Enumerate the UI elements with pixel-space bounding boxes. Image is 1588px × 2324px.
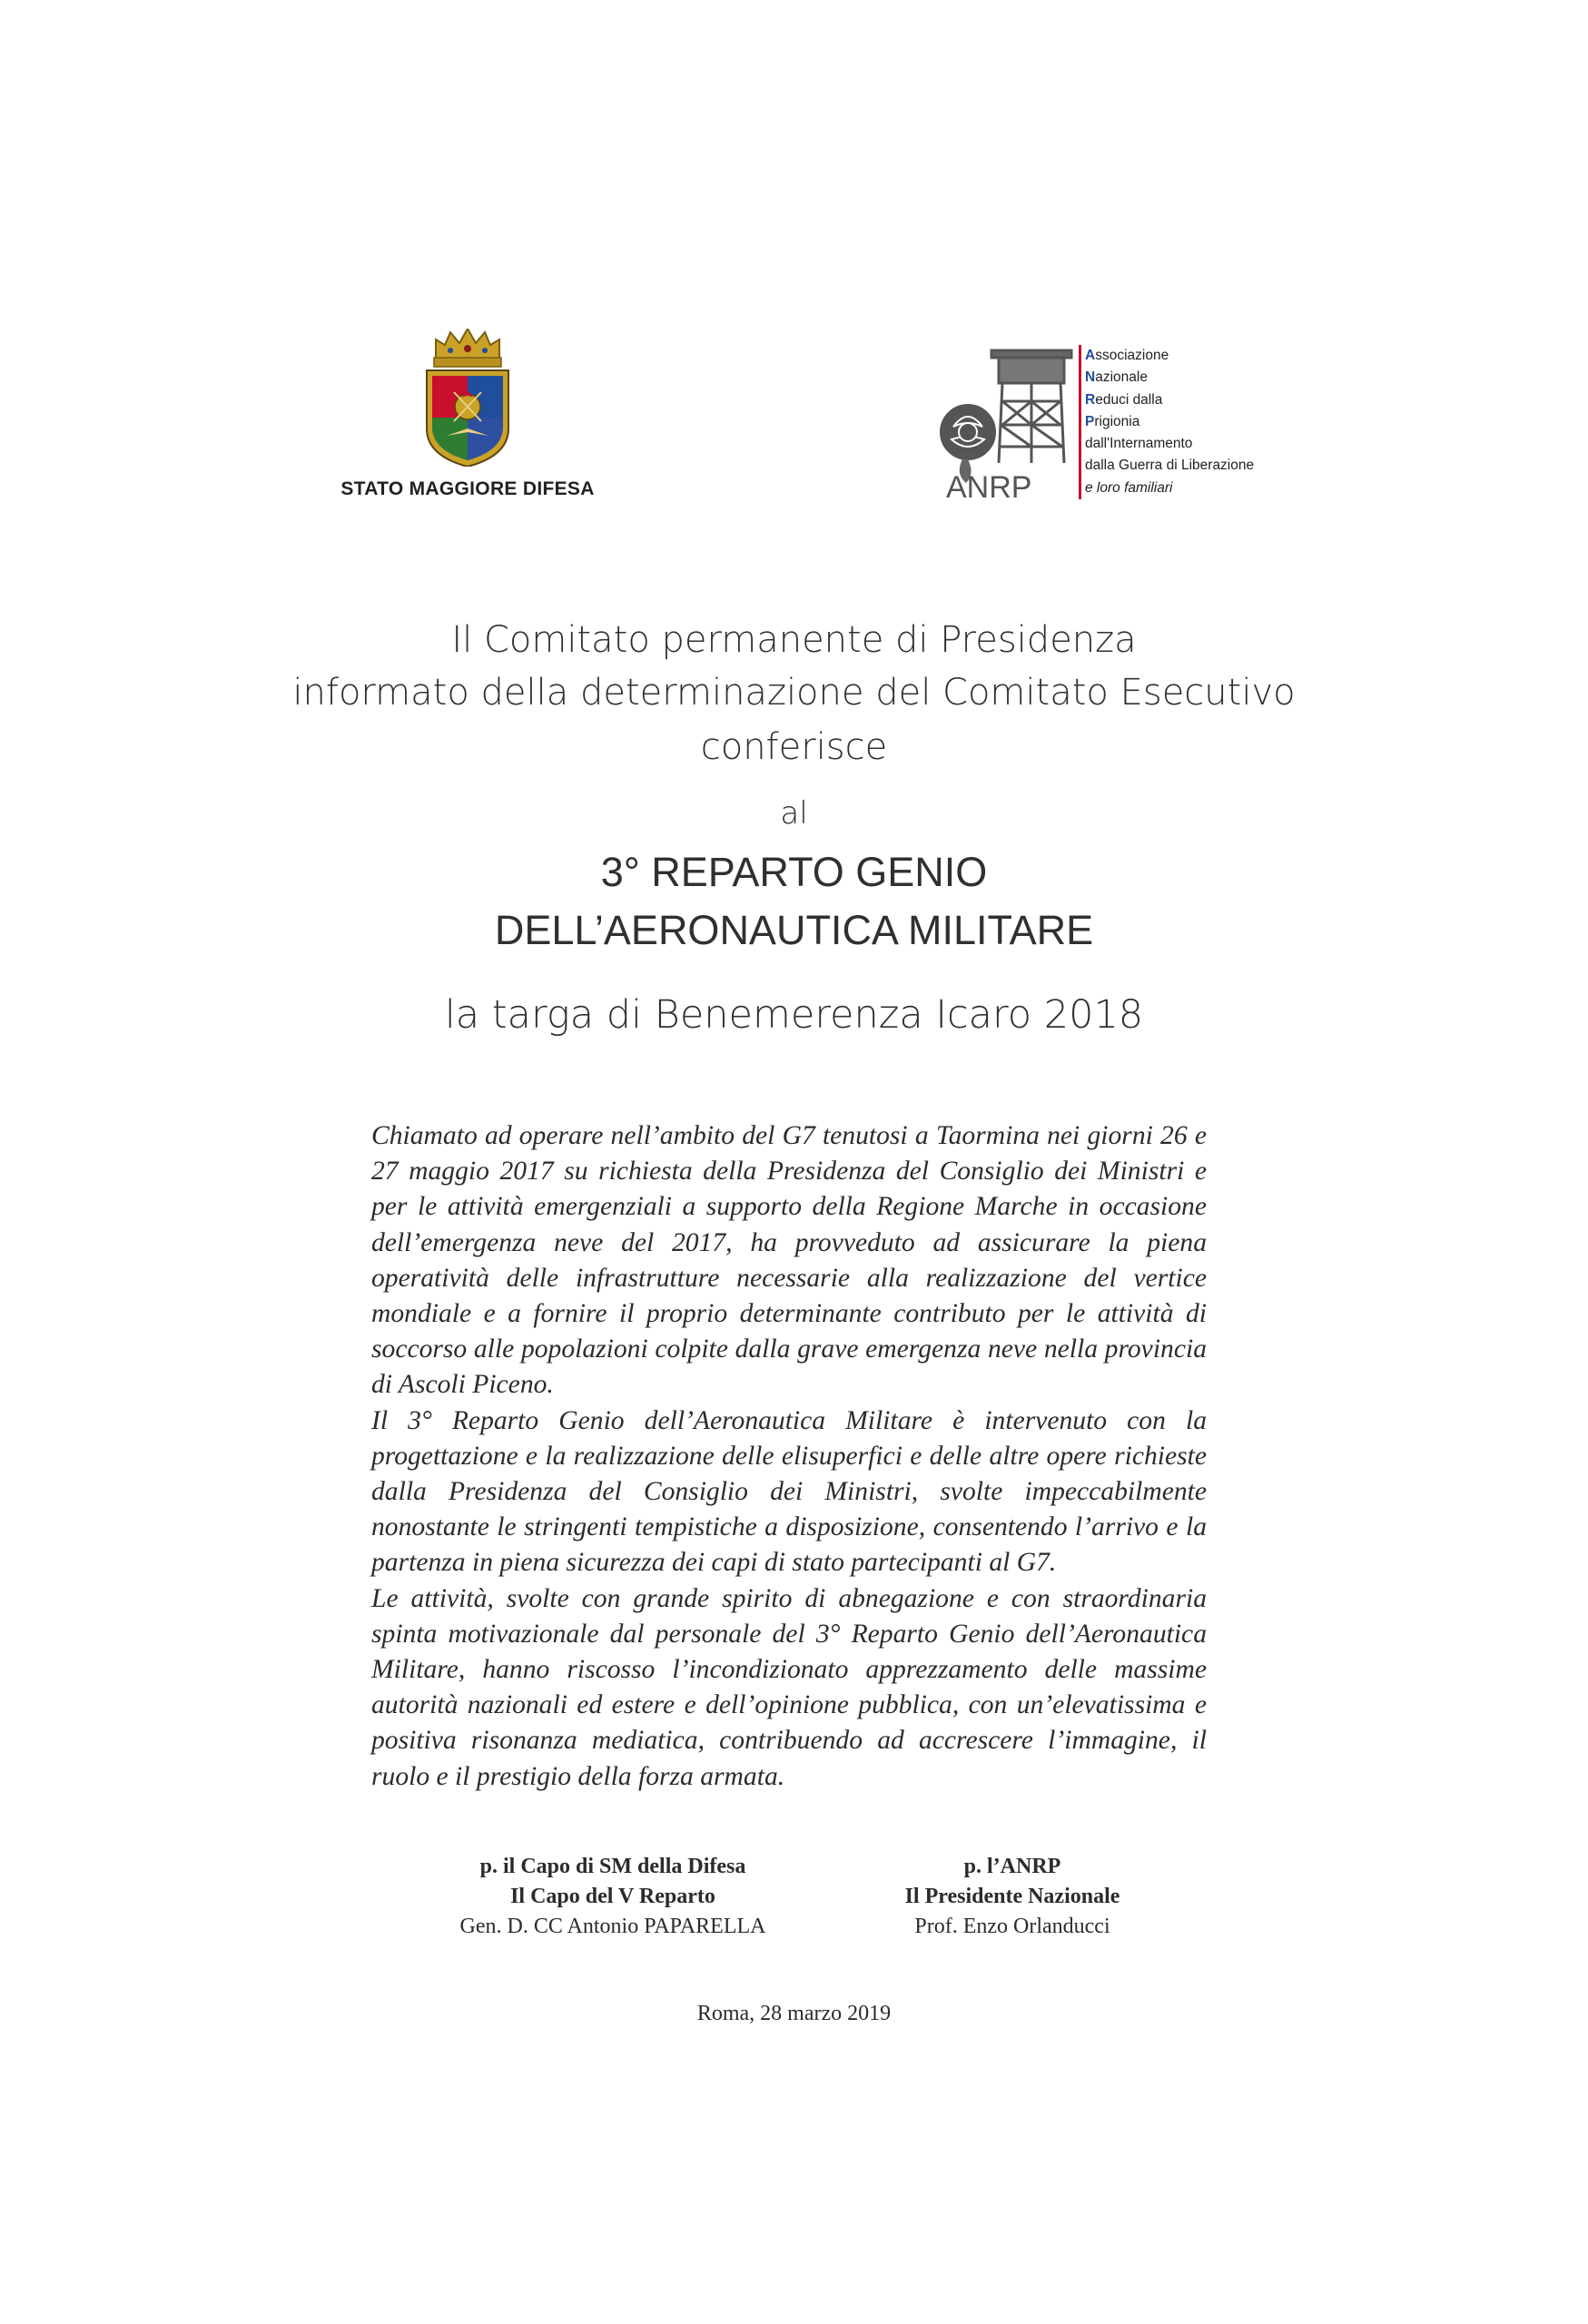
anrp-line-2: Nazionale — [1085, 369, 1148, 386]
anrp-line-4: Prigionia — [1085, 413, 1140, 429]
title-line-4: al — [780, 795, 808, 832]
title-line-1: Il Comitato permanente di Presidenza — [451, 619, 1137, 661]
signature-right — [817, 1852, 1208, 1942]
watchtower-rose-icon — [935, 347, 1090, 501]
signature-left — [404, 1852, 822, 1942]
document-date: Roma, 28 marzo 2019 — [696, 2002, 892, 2025]
anrp-line-6: dalla Guerra di Liberazione — [1085, 458, 1255, 474]
recipient-line-2: DELL’AERONAUTICA MILITARE — [494, 907, 1094, 953]
anrp-acronym: ANRP — [946, 470, 1032, 501]
signature-right-line-1: p. l’ANRP — [963, 1855, 1061, 1878]
signature-left-name: Gen. D. CC Antonio PAPARELLA — [459, 1915, 766, 1938]
citation-paragraph-3: Le attività, svolte con grande spirito di abnegazione e con straordinaria spinta motivazionale dal personale del 3° Reparto Genio dell’Aeronautica Militare, hanno riscosso l’incondizionato apprezzamento delle massime autorità nazionali ed estere e dell’opinione pubblica, con un’elevatissima e positiva risonanza mediatica, contribuendo ad accrescere l’immagine, il ruolo e il prestigio della forza armata. — [371, 1583, 1207, 1791]
signature-left-line-1: p. il Capo di SM della Difesa — [479, 1855, 746, 1878]
stato-maggiore-difesa-label: STATO MAGGIORE DIFESA — [340, 478, 595, 499]
anrp-line-5: dall'Internamento — [1085, 436, 1193, 452]
signature-left-line-2: Il Capo del V Reparto — [510, 1885, 715, 1908]
citation-paragraph-1: Chiamato ad operare nell’ambito del G7 tenutosi a Taormina nei giorni 26 e 27 maggio 2017 su richiesta della Presidenza del Consiglio dei Ministri e per le attività emergenziali a supporto della Regione Marche in occasione dell’emergenza neve del 2017, ha provveduto ad assicurare la piena operatività delle infrastrutture necessarie alla realizzazione del vertice mondiale e a fornire il proprio determinante contributo per le attività di soccorso alle popolazioni colpite dalla grave emergenza neve nella provincia di Ascoli Piceno. — [371, 1121, 1207, 1400]
title-line-2: informato della determinazione del Comitato Esecutivo — [292, 672, 1296, 714]
signature-right-line-2: Il Presidente Nazionale — [904, 1885, 1120, 1908]
anrp-line-1: Associazione — [1085, 348, 1169, 363]
anrp-line-7: e loro familiari — [1085, 479, 1173, 496]
signature-right-name: Prof. Enzo Orlanducci — [914, 1915, 1110, 1938]
title-line-3: conferisce — [700, 726, 888, 768]
coat-of-arms-icon — [418, 329, 518, 467]
citation-body — [371, 1118, 1207, 1795]
anrp-line-3: Reduci dalla — [1085, 391, 1163, 408]
citation-paragraph-2: Il 3° Reparto Genio dell’Aeronautica Militare è intervenuto con la progettazione e la realizzazione delle elisuperfici e delle altre opere richieste dalla Presidenza del Consiglio dei Ministri, svolte impeccabilmente nonostante le stringenti tempistiche a disposizione, consentendo l’arrivo e la partenza in piena sicurezza dei capi di stato partecipanti al G7. — [371, 1405, 1207, 1578]
award-title: la targa di Benemerenza Icaro 2018 — [444, 992, 1144, 1038]
recipient-line-1: 3° REPARTO GENIO — [600, 849, 988, 895]
anrp-full-name — [1079, 345, 1254, 499]
